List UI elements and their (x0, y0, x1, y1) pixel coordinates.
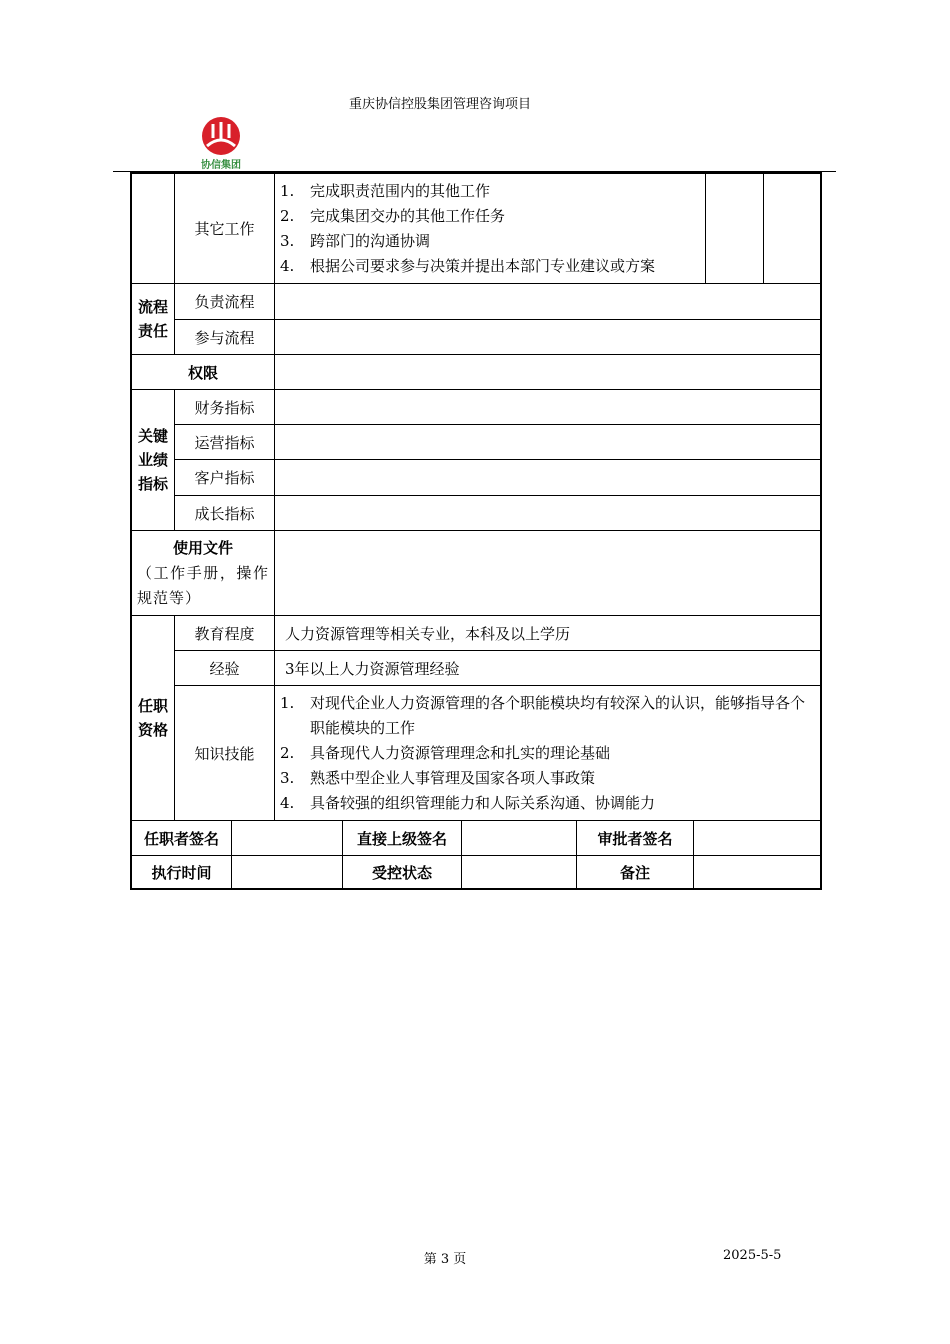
kpi-row-label: 运营指标 (174, 424, 275, 460)
other-work-item: 3. 跨部门的沟通协调 (280, 231, 431, 250)
kpi-row-value (274, 424, 822, 460)
process-row-value (274, 319, 822, 355)
signoff-label: 执行时间 (131, 855, 232, 890)
signoff-field[interactable] (461, 855, 577, 890)
footer-date: 2025-5-5 (723, 1248, 782, 1263)
other-work-item: 2. 完成集团交办的其他工作任务 (280, 206, 506, 225)
skills-item: 2. 具备现代人力资源管理理念和扎实的理论基础 (280, 743, 611, 762)
header-divider (113, 171, 836, 172)
docs-value (274, 530, 822, 616)
process-row-label: 参与流程 (174, 319, 275, 355)
footer-page-number: 第 3 页 (423, 1252, 467, 1267)
skills-label: 知识技能 (174, 685, 275, 821)
docs-label: 使用文件 (172, 538, 233, 557)
other-work-extra-col2 (763, 173, 822, 284)
other-work-extra-col1 (705, 173, 764, 284)
logo-emblem-icon (195, 116, 247, 156)
authority-label: 权限 (131, 354, 275, 390)
signoff-field[interactable] (231, 820, 343, 856)
other-work-label: 其它工作 (174, 173, 275, 284)
authority-value (274, 354, 822, 390)
signoff-label: 受控状态 (342, 855, 462, 890)
experience-value: 3年以上人力资源管理经验 (274, 650, 822, 686)
process-row-value (274, 283, 822, 320)
other-work-list (274, 173, 706, 284)
signoff-label: 任职者签名 (131, 820, 232, 856)
signoff-field[interactable] (231, 855, 343, 890)
education-value: 人力资源管理等相关专业，本科及以上学历 (274, 615, 822, 651)
docs-label-cell (131, 530, 275, 616)
kpi-row-label: 客户指标 (174, 459, 275, 496)
company-logo (195, 116, 247, 172)
skills-list (274, 685, 822, 821)
kpi-title: 关键业绩指标 (131, 389, 175, 531)
other-work-item: 1. 完成职责范围内的其他工作 (280, 181, 491, 200)
qualification-title: 任职资格 (131, 615, 175, 821)
kpi-row-label: 财务指标 (174, 389, 275, 425)
docs-sub: （工作手册，操作规范等） (137, 563, 269, 607)
signoff-label: 直接上级签名 (342, 820, 462, 856)
logo-text: 协信集团 (201, 160, 241, 171)
signoff-field[interactable] (693, 820, 822, 856)
education-label: 教育程度 (174, 615, 275, 651)
skills-item: 3. 熟悉中型企业人事管理及国家各项人事政策 (280, 768, 596, 787)
signoff-field[interactable] (693, 855, 822, 890)
signoff-label: 审批者签名 (576, 820, 694, 856)
kpi-row-value (274, 459, 822, 496)
skills-item: 1. 对现代企业人力资源管理的各个职能模块均有较深入的认识，能够指导各个职能模块的工作 (280, 693, 806, 737)
kpi-row-value (274, 389, 822, 425)
kpi-row-value (274, 495, 822, 531)
signoff-label: 备注 (576, 855, 694, 890)
other-work-item: 4. 根据公司要求参与决策并提出本部门专业建议或方案 (280, 256, 656, 275)
experience-label: 经验 (174, 650, 275, 686)
skills-item: 4. 具备较强的组织管理能力和人际关系沟通、协调能力 (280, 793, 656, 812)
kpi-row-label: 成长指标 (174, 495, 275, 531)
signoff-field[interactable] (461, 820, 577, 856)
header-title: 重庆协信控股集团管理咨询项目 (348, 97, 531, 112)
process-title: 流程责任 (131, 283, 175, 355)
process-row-label: 负责流程 (174, 283, 275, 320)
other-work-blank (131, 173, 175, 284)
